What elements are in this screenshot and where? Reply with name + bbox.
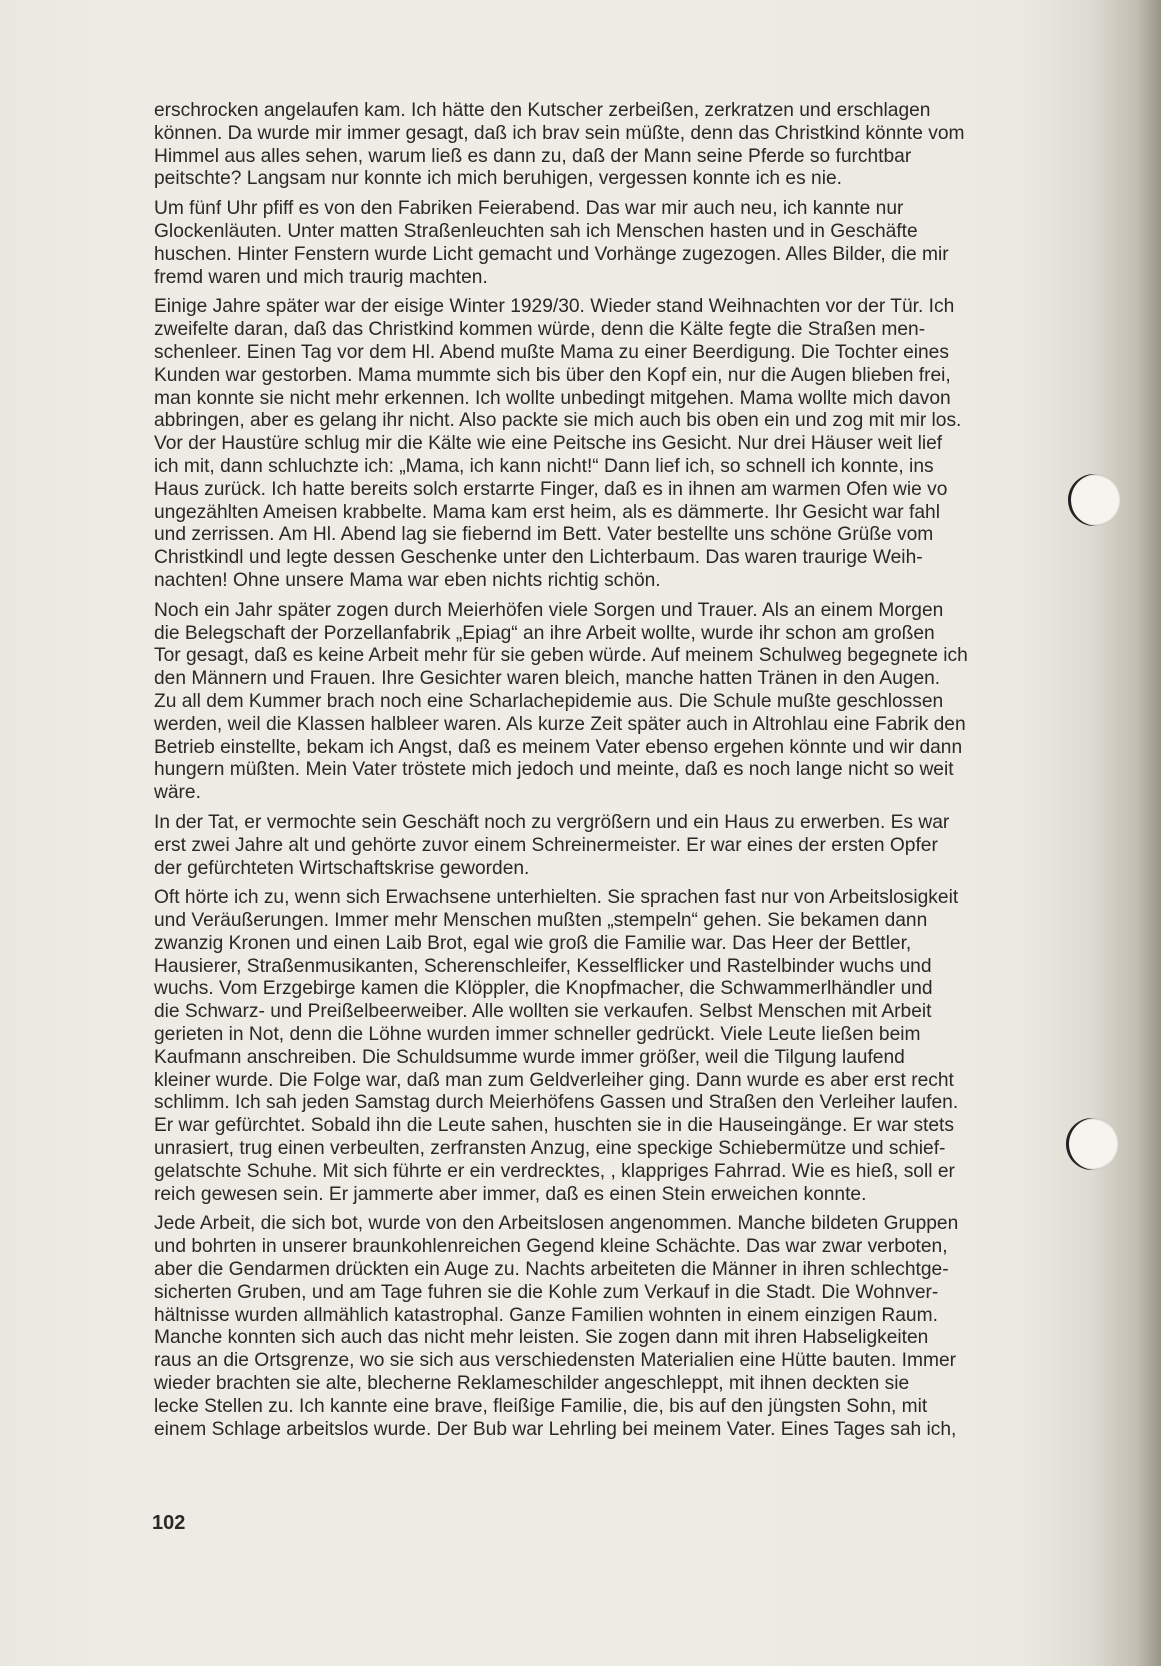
paragraph: Noch ein Jahr später zogen durch Meierhöfen viele Sorgen und Trauer. Als an einem Morgen die Belegschaft der Porzellanfabrik „Epiag“ an ihre Arbeit wollte, wurde ihr schon am großen Tor gesagt, daß es keine Arbeit mehr für sie geben würde. Auf meinem Schulweg begegnete ich den Männern und Frauen. Ihre Gesichter waren bleich, manche hatten Tränen in den Augen. Zu all dem Kummer brach noch eine Scharlachepidemie aus. Die Schule mußte geschlossen werden, weil die Klassen halbleer waren. Als kurze Zeit später auch in Altrohlau eine Fabrik den Betrieb einstellte, bekam ich Angst, daß es meinem Vater ebenso ergehen könnte und wir dann hungern müßten. Mein Vater tröstete mich jedoch und meinte, daß es noch lange nicht so weit wäre. — [154, 599, 968, 804]
paragraph: erschrocken angelaufen kam. Ich hätte den Kutscher zerbeißen, zerkratzen und erschlagen können. Da wurde mir immer gesagt, daß ich brav sein müßte, denn das Christkind könnte vom Himmel aus alles sehen, warum ließ es dann zu, daß der Mann seine Pferde so furchtbar peitschte? Langsam nur konnte ich mich beruhigen, vergessen konnte ich es nie. — [154, 100, 965, 190]
paragraph: Um fünf Uhr pfiff es von den Fabriken Feierabend. Das war mir auch neu, ich kannte nur Glockenläuten. Unter matten Straßenleuchten sah ich Menschen hasten und in Geschäfte huschen. Hinter Fenstern wurde Licht gemacht und Vorhänge zugezogen. Alles Bilder, die mir fremd waren und mich traurig machten. — [154, 198, 949, 288]
paragraph: In der Tat, er vermochte sein Geschäft noch zu vergrößern und ein Haus zu erwerben. Es war erst zwei Jahre alt und gehörte zuvor einem Schreinermeister. Er war eines der ersten Opfer der gefürchteten Wirtschaftskrise geworden. — [154, 811, 950, 879]
page-number: 102 — [152, 1512, 186, 1534]
punch-hole — [1068, 474, 1120, 526]
body-text — [154, 100, 1074, 1448]
paragraph: Oft hörte ich zu, wenn sich Erwachsene unterhielten. Sie sprachen fast nur von Arbeitslosigkeit und Veräußerungen. Immer mehr Menschen mußten „stempeln“ gehen. Sie bekamen dann zwanzig Kronen und einen Laib Brot, egal wie groß die Familie war. Das Heer der Bettler, Hausierer, Straßenmusikanten, Scherenschleifer, Kesselflicker und Rastelbinder wuchs und wuchs. Vom Erzgebirge kamen die Klöppler, die Knopfmacher, die Schwammerlhändler und die Schwarz- und Preißelbeerweiber. Alle wollten sie verkaufen. Selbst Menschen mit Arbeit gerieten in Not, denn die Löhne wurden immer schneller gedrückt. Viele Leute ließen beim Kaufmann anschreiben. Die Schuldsumme wurde immer größer, weil die Tilgung laufend kleiner wurde. Die Folge war, daß man zum Geldverleiher ging. Dann wurde es aber erst recht schlimm. Ich sah jeden Samstag durch Meierhöfens Gassen und Straßen den Verleiher laufen. Er war gefürchtet. Sobald ihn die Leute sahen, huschten sie in die Hauseingänge. Er war stets unrasiert, trug einen verbeulten, zerfransten Anzug, eine speckige Schiebermütze und schief- gelatschte Schuhe. Mit sich führte er ein verdrecktes, , klappriges Fahrrad. Wie es hieß, soll er reich gewesen sein. Er jammerte aber immer, daß es einen Stein erweichen konnte. — [154, 887, 959, 1205]
paragraph: Jede Arbeit, die sich bot, wurde von den Arbeitslosen angenommen. Manche bildeten Gruppen und bohrten in unserer braunkohlenreichen Gegend kleine Schächte. Das war zwar verboten, aber die Gendarmen drückten ein Auge zu. Nachts arbeiteten die Männer in ihren schlechtge- sicherten Gruben, und am Tage fuhren sie die Kohle zum Verkauf in die Stadt. Die Wohnver- hältnisse wurden allmählich katastrophal. Ganze Familien wohnten in einem einzigen Raum. Manche konnten sich auch das nicht mehr leisten. Sie zogen dann mit ihren Habseligkeiten raus an die Ortsgrenze, wo sie sich aus verschiedensten Materialien eine Hütte bauten. Immer wieder brachten sie alte, blecherne Reklameschilder angeschleppt, mit ihnen deckten sie lecke Stellen zu. Ich kannte eine brave, fleißige Familie, die, bis auf den jüngsten Sohn, mit einem Schlage arbeitslos wurde. Der Bub war Lehrling bei meinem Vater. Eines Tages sah ich, — [154, 1213, 959, 1440]
paragraph: Einige Jahre später war der eisige Winter 1929/30. Wieder stand Weihnachten vor der Tür. Ich zweifelte daran, daß das Christkind kommen würde, denn die Kälte fegte die Straßen men- schenleer. Einen Tag vor dem Hl. Abend mußte Mama zu einer Beerdigung. Die Tochter eines Kunden war gestorben. Mama mummte sich bis über den Kopf ein, nur die Augen blieben frei, man konnte sie nicht mehr erkennen. Ich wollte unbedingt mitgehen. Mama wollte mich davon abbringen, aber es gelang ihr nicht. Also packte sie mich auch bis oben ein und zog mit mir los. Vor der Haustüre schlug mir die Kälte wie eine Peitsche ins Gesicht. Nur drei Häuser weit lief ich mit, dann schluchzte ich: „Mama, ich kann nicht!“ Dann lief ich, so schnell ich konnte, ins Haus zurück. Ich hatte bereits solch erstarrte Finger, daß es in ihnen am warmen Ofen wie vo ungezählten Ameisen krabbelte. Mama kam erst heim, als es dämmerte. Ihr Gesicht war fahl und zerrissen. Am Hl. Abend lag sie fiebernd im Bett. Vater bestellte uns schöne Grüße vom Christkindl und legte dessen Geschenke unter den Lichterbaum. Das waren traurige Weih- nachten! Ohne unsere Mama war eben nichts richtig schön. — [154, 296, 962, 591]
page-edge-shadow — [1135, 0, 1161, 1666]
